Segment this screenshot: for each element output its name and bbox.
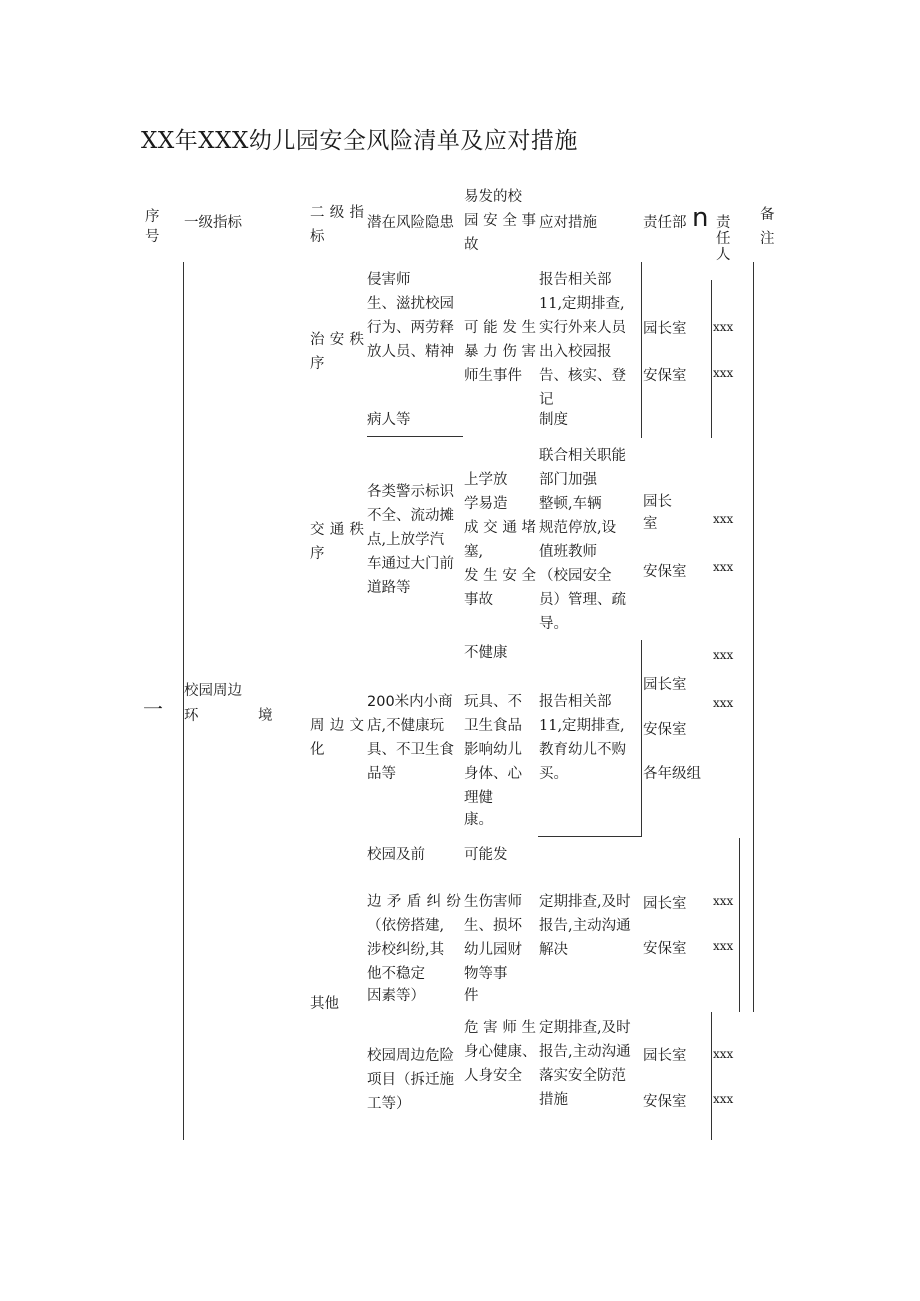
r2-hazard-2: 不全、流动摊 — [367, 508, 454, 524]
header-hazard: 潜在风险隐患 — [367, 215, 454, 231]
seq-value: 一 — [143, 697, 163, 721]
r1-measures-1: 报告相关部 — [539, 272, 612, 288]
level1-value-3: 境 — [258, 708, 273, 724]
rule-dept-mid — [641, 640, 642, 836]
r4-dept-2: 安保室 — [643, 941, 687, 957]
rule-measures-under — [538, 836, 642, 837]
r2-incident-6: 事故 — [464, 592, 493, 608]
r4-hazard-3: （依傍搭建, — [367, 918, 445, 934]
r5-measures-1: 定期排查,及时 — [539, 1020, 631, 1036]
header-person-2: 任 — [716, 231, 731, 247]
page-title: XX年XXX幼儿园安全风险清单及应对措施 — [141, 128, 578, 154]
r5-hazard-3: 工等） — [367, 1096, 411, 1112]
r3-incident-1: 不健康 — [464, 645, 508, 661]
r3-measures-3: 教育幼儿不购 — [539, 742, 626, 758]
r1-hazard-2: 生、滋扰校园 — [367, 296, 454, 312]
r4-person-2: xxx — [713, 939, 734, 953]
r4-incident-4: 幼儿园财 — [464, 942, 522, 958]
r2-measures-7: 员）管理、疏 — [539, 592, 626, 608]
r2-measures-8: 导。 — [539, 616, 568, 632]
r3-hazard-4: 品等 — [367, 766, 396, 782]
r5-incident-2: 身心健康、 — [464, 1044, 537, 1060]
r1-hazard-5: 病人等 — [367, 412, 411, 428]
r1-hazard-1: 侵害师 — [367, 272, 411, 288]
r4-hazard-4: 涉校纠纷,其 — [367, 942, 445, 958]
header-remark-2: 注 — [760, 231, 775, 247]
r3-person-2: xxx — [713, 696, 734, 710]
header-dept: 责任部 — [643, 215, 687, 231]
r1-hazard-4: 放人员、精神 — [367, 344, 454, 360]
r3-hazard-3: 具、不卫生食 — [367, 742, 454, 758]
header-mark: n — [692, 203, 709, 233]
r2-level2-2: 序 — [310, 546, 325, 562]
r3-dept-2: 安保室 — [643, 722, 687, 738]
r4-incident-2: 生伤害师 — [464, 894, 522, 910]
header-person-3: 人 — [716, 247, 731, 263]
r2-level2-1: 交 通 秩 — [310, 522, 364, 538]
r3-incident-2: 玩具、不 — [464, 694, 522, 710]
r2-dept-2: 室 — [643, 516, 658, 532]
header-remark-1: 备 — [760, 207, 775, 223]
r3-dept-3: 各年级组 — [643, 766, 701, 782]
r2-incident-3: 成 交 通 堵 — [464, 520, 536, 536]
r1-person-2: xxx — [713, 366, 734, 380]
r5-hazard-1: 校园周边危险 — [367, 1048, 454, 1064]
header-level2-1: 二 级 指 — [310, 205, 364, 221]
r1-measures-5: 告、核实、登 — [539, 368, 626, 384]
r1-person-1: xxx — [713, 320, 734, 334]
r2-incident-1: 上学放 — [464, 472, 508, 488]
r1-level2-1: 治 安 秩 — [310, 332, 364, 348]
r3-incident-4: 影响幼儿 — [464, 742, 522, 758]
r5-measures-3: 落实安全防范 — [539, 1068, 626, 1084]
r4-measures-3: 解决 — [539, 942, 568, 958]
rule-person-right — [739, 838, 740, 1012]
r4-incident-6: 件 — [464, 988, 479, 1004]
r2-dept-3: 安保室 — [643, 564, 687, 580]
r3-dept-1: 园长室 — [643, 677, 687, 693]
r5-measures-4: 措施 — [539, 1092, 568, 1108]
r3-level2-2: 化 — [310, 742, 325, 758]
header-level1: 一级指标 — [184, 215, 242, 231]
r5-dept-2: 安保室 — [643, 1094, 687, 1110]
r5-incident-1: 危 害 师 生 — [464, 1020, 536, 1036]
rule-remark — [753, 262, 754, 1012]
r1-hazard-3: 行为、两劳释 — [367, 320, 454, 336]
header-measures: 应对措施 — [539, 215, 597, 231]
header-incident-1: 易发的校 — [464, 189, 522, 205]
r2-incident-2: 学易造 — [464, 496, 508, 512]
r3-level2-1: 周 边 文 — [310, 718, 364, 734]
rule-dept-top — [641, 262, 642, 438]
r4-person-1: xxx — [713, 894, 734, 908]
header-level2-2: 标 — [310, 229, 325, 245]
r1-measures-2: 11,定期排查, — [539, 296, 625, 312]
r5-dept-1: 园长室 — [643, 1048, 687, 1064]
r1-measures-3: 实行外来人员 — [539, 320, 626, 336]
r4-incident-3: 生、损坏 — [464, 918, 522, 934]
r1-measures-4: 出入校园报 — [539, 344, 612, 360]
r4-dept-1: 园长室 — [643, 896, 687, 912]
r2-measures-6: （校园安全 — [539, 568, 612, 584]
level1-value-1: 校园周边 — [184, 683, 242, 699]
r5-hazard-2: 项目（拆迁施 — [367, 1072, 454, 1088]
r1-incident-1: 可 能 发 生 — [464, 320, 536, 336]
r3-incident-5: 身体、心 — [464, 766, 522, 782]
r2-measures-3: 整顿,车辆 — [539, 496, 602, 512]
r1-dept-1: 园长室 — [643, 321, 687, 337]
r2-incident-4: 塞, — [464, 544, 484, 560]
rule-hazard-under — [367, 436, 463, 437]
r2-hazard-4: 车通过大门前 — [367, 556, 454, 572]
r1-dept-2: 安保室 — [643, 368, 687, 384]
r1-incident-2: 暴 力 伤 害 — [464, 344, 536, 360]
r2-incident-5: 发 生 安 全 — [464, 568, 536, 584]
header-person-1: 责 — [716, 215, 731, 231]
r3-person-1: xxx — [713, 648, 734, 662]
r2-hazard-1: 各类警示标识 — [367, 484, 454, 500]
r4-measures-2: 报告,主动沟通 — [539, 918, 631, 934]
r2-person-2: xxx — [713, 560, 734, 574]
r1-incident-3: 师生事件 — [464, 368, 522, 384]
r2-measures-5: 值班教师 — [539, 544, 597, 560]
r3-incident-6: 理健 — [464, 790, 493, 806]
r4-incident-5: 物等事 — [464, 966, 508, 982]
r1-measures-7: 制度 — [539, 412, 568, 428]
r4-incident-1: 可能发 — [464, 847, 508, 863]
header-incident-3: 故 — [464, 237, 479, 253]
level1-value-2: 环 — [184, 708, 199, 724]
header-incident-2: 园 安 全 事 — [464, 213, 536, 229]
r4-level2: 其他 — [310, 996, 339, 1012]
r4-measures-1: 定期排查,及时 — [539, 894, 631, 910]
r3-measures-2: 11,定期排查, — [539, 718, 625, 734]
r2-dept-1: 园长 — [643, 494, 672, 510]
header-seq-1: 序 — [145, 209, 160, 225]
r1-measures-6: 记 — [539, 392, 554, 408]
r3-measures-1: 报告相关部 — [539, 694, 612, 710]
r5-person-2: xxx — [713, 1092, 734, 1106]
r4-hazard-1: 校园及前 — [367, 847, 425, 863]
r3-incident-7: 康。 — [464, 812, 493, 828]
r2-measures-1: 联合相关职能 — [539, 448, 626, 464]
r2-hazard-5: 道路等 — [367, 580, 411, 596]
rule-person-top — [711, 280, 712, 438]
r3-hazard-2: 店,不健康玩 — [367, 718, 445, 734]
rule-left — [183, 262, 184, 1140]
r4-hazard-2: 边 矛 盾 纠 纷 — [367, 894, 461, 910]
r5-person-1: xxx — [713, 1047, 734, 1061]
rule-person-bottom — [711, 1012, 712, 1140]
r4-hazard-6: 因素等） — [367, 988, 425, 1004]
r5-measures-2: 报告,主动沟通 — [539, 1044, 631, 1060]
r3-hazard-1: 200米内小商 — [367, 694, 453, 710]
r3-measures-4: 买。 — [539, 766, 568, 782]
r2-measures-2: 部门加强 — [539, 472, 597, 488]
r2-person-1: xxx — [713, 512, 734, 526]
r1-level2-2: 序 — [310, 356, 325, 372]
header-seq-2: 号 — [145, 229, 160, 245]
r4-hazard-5: 他不稳定 — [367, 966, 425, 982]
r3-incident-3: 卫生食品 — [464, 718, 522, 734]
r5-incident-3: 人身安全 — [464, 1068, 522, 1084]
r2-hazard-3: 点,上放学汽 — [367, 532, 445, 548]
r2-measures-4: 规范停放,设 — [539, 520, 617, 536]
